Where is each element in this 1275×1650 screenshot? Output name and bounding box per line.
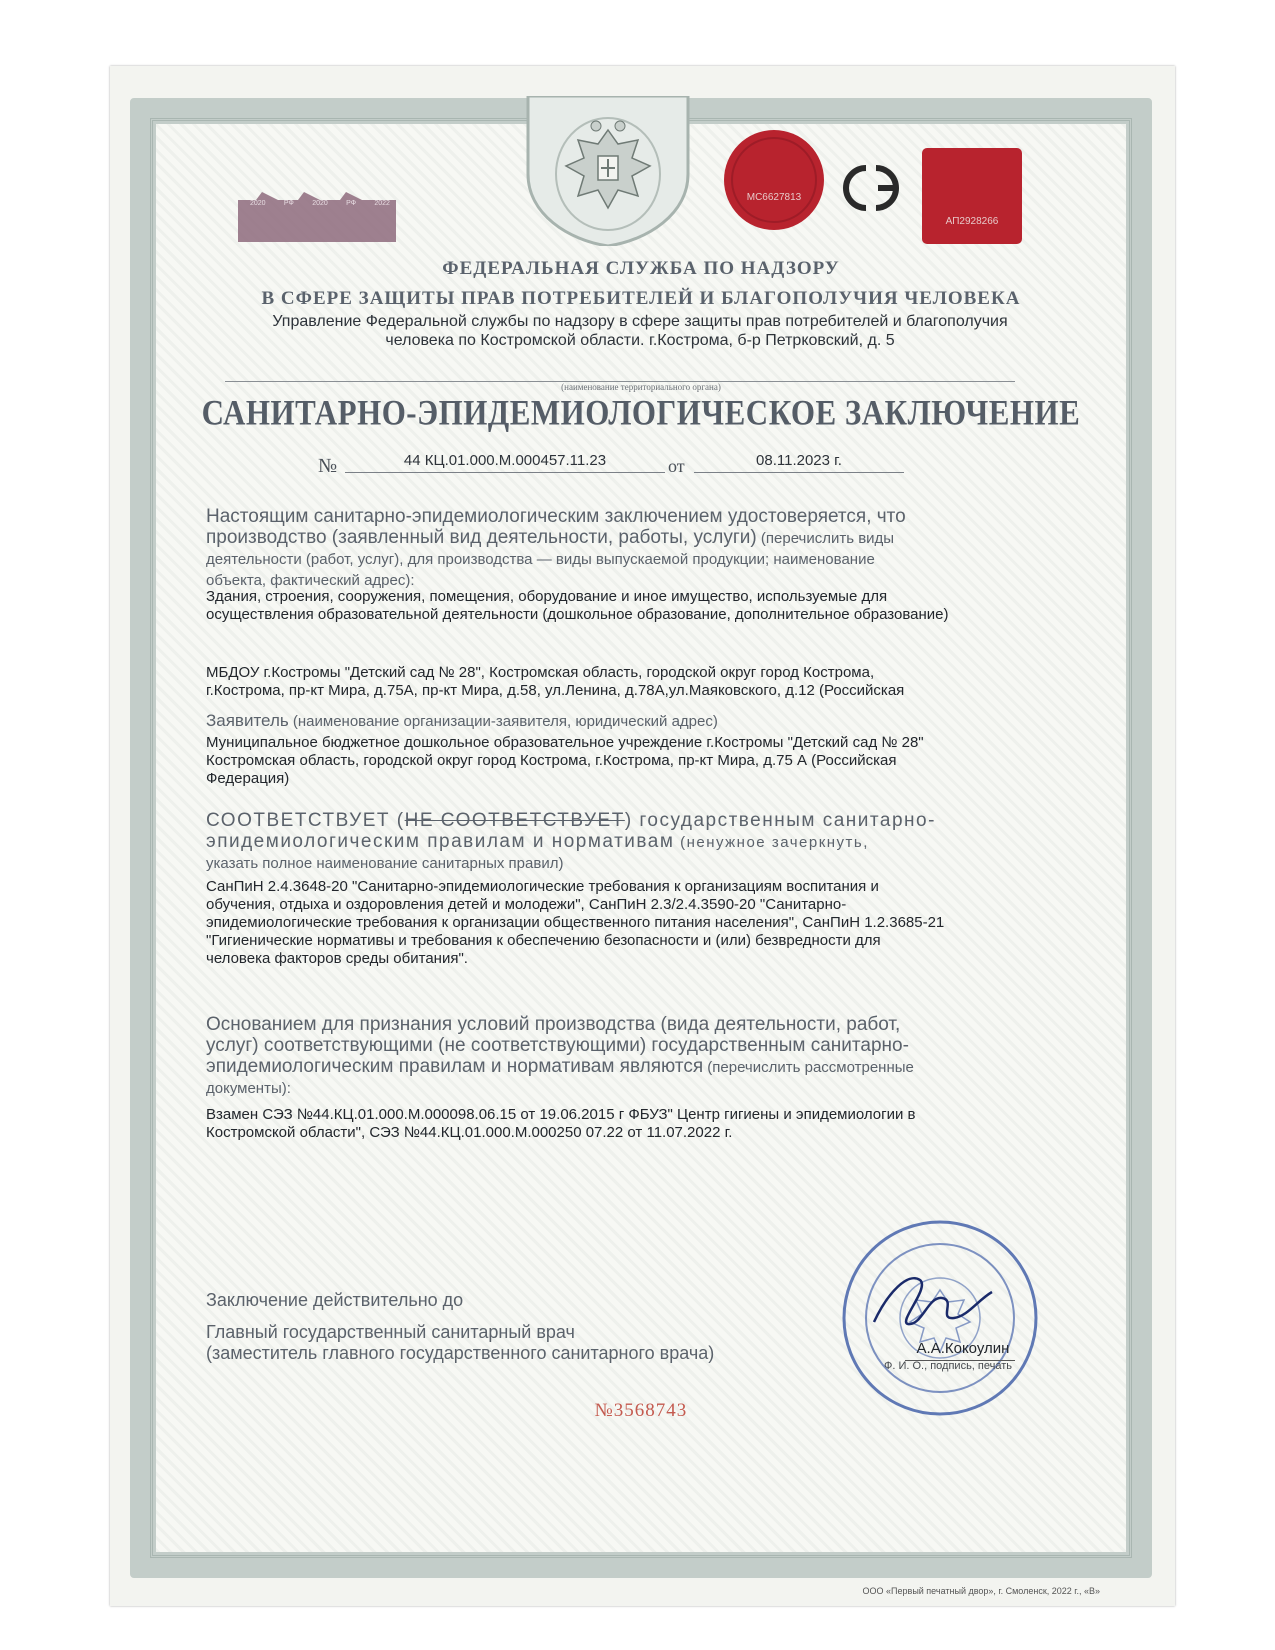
signer-name: А.А.Кокоулин: [916, 1340, 1010, 1357]
activity-fill-line1: Здания, строения, сооружения, помещения, оборудование и иное имущество, используемые для: [206, 588, 888, 605]
valid-until: Заключение действительно до: [206, 1290, 464, 1310]
activity-line3: деятельности (работ, услуг), для производства — виды выпускаемой продукции; наименование: [206, 551, 875, 568]
office-line1: Управление Федеральной службы по надзору в сфере защиты прав потребителей и благополучия: [272, 313, 1008, 330]
activity-line1: Настоящим санитарно-эпидемиологическим заключением удостоверяется, что: [206, 506, 906, 527]
compliance-line3: указать полное наименование санитарных правил): [206, 855, 564, 872]
chief-doctor-title: [206, 1322, 714, 1364]
activity-hint: (перечислить виды: [756, 530, 895, 547]
object-line1: МБДОУ г.Костромы "Детский сад № 28", Костромская область, городской округ город Кострома,: [206, 664, 875, 681]
rules-line5: человека факторов среды обитания".: [206, 950, 468, 967]
compliance-line2: эпидемиологическим правилам и нормативам: [206, 831, 675, 852]
basis-line4: документы):: [206, 1080, 291, 1097]
se-mark-icon: [830, 160, 910, 216]
signature-icon: [868, 1262, 998, 1342]
applicant-line1: Муниципальное бюджетное дошкольное образовательное учреждение г.Костромы "Детский сад № 28": [206, 734, 924, 751]
rules-line4: "Гигиенические нормативы и требования к обеспечению безопасности и (или) безвредности для: [206, 932, 881, 949]
activity-fill: [206, 588, 1066, 624]
round-red-stamp-icon: [722, 128, 826, 232]
object-address: [206, 664, 1066, 700]
applicant-fill: [206, 734, 1066, 788]
square-red-stamp: [922, 148, 1022, 244]
applicant-heading: [206, 710, 1016, 732]
conforms-text: СООТВЕТСТВУЕТ: [206, 810, 391, 831]
document-number: 44 КЦ.01.000.М.000457.11.23: [345, 452, 665, 473]
basis-line3: эпидемиологическим правилам и нормативам являются: [206, 1056, 704, 1077]
square-stamp-code: АП2928266: [945, 216, 999, 227]
hologram-labels: 2020 РФ 2020 РФ 2022: [250, 200, 390, 207]
applicant-line3: Федерация): [206, 770, 290, 787]
object-line2: г.Кострома, пр-кт Мира, д.75А, пр-кт Мира, д.58, ул.Ленина, д.78А,ул.Маяковского, д.12 (Российская: [206, 682, 905, 699]
chief-line2: (заместитель главного государственного санитарного врача): [206, 1343, 715, 1363]
rules-line2: обучения, отдыха и оздоровления детей и молодежи", СанПиН 2.3/2.4.3590-20 "Санитарно-: [206, 896, 847, 913]
activity-line2: производство (заявленный вид деятельности, работы, услуги): [206, 527, 757, 548]
basis-line1: Основанием для признания условий производства (вида деятельности, работ,: [206, 1014, 901, 1035]
basis-fill-line1: Взамен СЭЗ №44.КЦ.01.000.М.000098.06.15 от 19.06.2015 г ФБУЗ" Центр гигиены и эпидемиологии в: [206, 1106, 916, 1123]
rules-line1: СанПиН 2.4.3648-20 "Санитарно-эпидемиологические требования к организациям воспитания и: [206, 878, 879, 895]
document-date: 08.11.2023 г.: [694, 452, 904, 473]
activity-section: [206, 506, 1016, 591]
activity-line4: объекта, фактический адрес):: [206, 572, 415, 589]
sanitary-rules-fill: [206, 878, 1066, 968]
date-label: от: [668, 456, 685, 476]
applicant-label: Заявитель: [206, 711, 289, 730]
basis-hint: (перечислить рассмотренные: [703, 1059, 914, 1076]
activity-fill-line2: осуществления образовательной деятельности (дошкольное образование, дополнительное образование): [206, 606, 949, 623]
compliance-section: СООТВЕТСТВУЕТ (НЕ СООТВЕТСТВУЕТ) государственным санитарно- эпидемиологическим правилам и нормативам (ненужное зачеркнуть, указать полное наименование санитарных правил): [206, 810, 1018, 874]
basis-line2: услуг) соответствующими (не соответствующими) государственным санитарно-: [206, 1035, 909, 1056]
not-conforms-text: НЕ СООТВЕТСТВУЕТ: [404, 810, 625, 831]
territorial-office: [200, 312, 1080, 350]
office-line2: человека по Костромской области. г.Кострома, б-р Петрковский, д. 5: [385, 332, 895, 349]
applicant-hint: (наименование организации-заявителя, юридический адрес): [288, 713, 718, 730]
signature-caption: Ф. И. О., подпись, печать: [884, 1360, 1012, 1372]
basis-section: [206, 1014, 1018, 1099]
printer-imprint: ООО «Первый печатный двор», г. Смоленск, 2022 г., «В»: [862, 1586, 1100, 1596]
basis-fill: [206, 1106, 1066, 1142]
agency-name-line2: В СФЕРЕ ЗАЩИТЫ ПРАВ ПОТРЕБИТЕЛЕЙ И БЛАГОПОЛУЧИЯ ЧЕЛОВЕКА: [261, 288, 1021, 309]
se-mark-text: [1, 1, 2, 2]
form-serial-number: №3568743: [594, 1400, 688, 1421]
basis-fill-line2: Костромской области", СЭЗ №44.КЦ.01.000.М.000250 07.22 от 11.07.2022 г.: [206, 1124, 733, 1141]
compliance-hint: (ненужное зачеркнуть,: [674, 834, 869, 851]
agency-name-line1: ФЕДЕРАЛЬНАЯ СЛУЖБА ПО НАДЗОРУ: [442, 258, 840, 279]
number-label: №: [318, 455, 338, 477]
office-caption: (наименование территориального органа): [561, 382, 721, 392]
compliance-line1-rest: государственным санитарно-: [632, 810, 936, 831]
applicant-line2: Костромская область, городской округ город Кострома, г.Кострома, пр-кт Мира, д.75 А (Российская: [206, 752, 897, 769]
chief-line1: Главный государственный санитарный врач: [206, 1322, 575, 1342]
rules-line3: эпидемиологические требования к организации общественного питания населения", СанПиН 1.2.3685-21: [206, 914, 945, 931]
round-stamp-code: МС6627813: [746, 192, 802, 203]
state-emblem-icon: [520, 96, 696, 246]
document-title: САНИТАРНО-ЭПИДЕМИОЛОГИЧЕСКОЕ ЗАКЛЮЧЕНИЕ: [201, 392, 1081, 433]
